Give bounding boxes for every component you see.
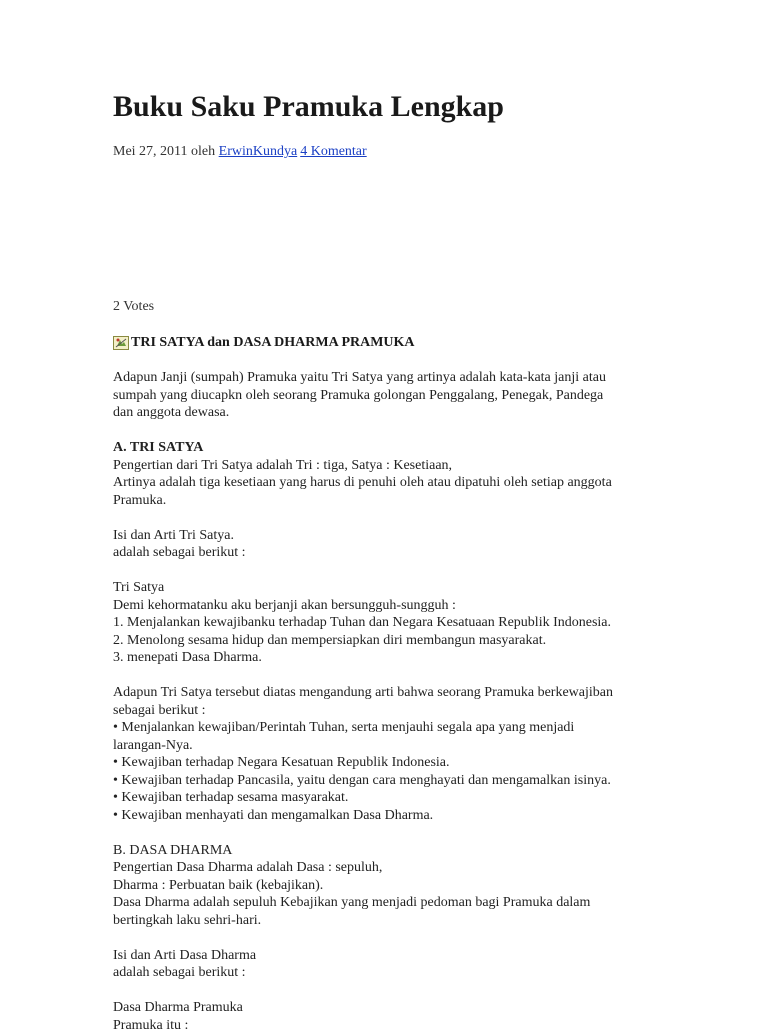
blank-line xyxy=(113,667,673,685)
author-link[interactable]: ErwinKundya xyxy=(219,144,298,159)
broken-image-icon xyxy=(113,336,129,350)
body-line: • Kewajiban terhadap Negara Kesatuan Republik Indonesia. xyxy=(113,754,673,772)
body-line: 3. menepati Dasa Dharma. xyxy=(113,649,673,667)
body-line: • Menjalankan kewajiban/Perintah Tuhan, serta menjauhi segala apa yang menjadi xyxy=(113,719,673,737)
body-line: Dasa Dharma Pramuka xyxy=(113,999,673,1017)
vote-count: 2 Votes xyxy=(113,298,154,316)
body-line: Adapun Janji (sumpah) Pramuka yaitu Tri Satya yang artinya adalah kata-kata janji atau xyxy=(113,369,673,387)
body-line: • Kewajiban terhadap Pancasila, yaitu dengan cara menghayati dan mengamalkan isinya. xyxy=(113,772,673,790)
body-line: dan anggota dewasa. xyxy=(113,404,673,422)
body-line: Pengertian dari Tri Satya adalah Tri : tiga, Satya : Kesetiaan, xyxy=(113,457,673,475)
body-line: bertingkah laku sehri-hari. xyxy=(113,912,673,930)
body-line: Pramuka itu : xyxy=(113,1017,673,1034)
blank-line xyxy=(113,422,673,440)
blank-line xyxy=(113,824,673,842)
body-line: Artinya adalah tiga kesetiaan yang harus di penuhi oleh atau dipatuhi oleh setiap anggota xyxy=(113,474,673,492)
blank-line xyxy=(113,929,673,947)
by-label: oleh xyxy=(191,144,215,159)
page-title: Buku Saku Pramuka Lengkap xyxy=(113,89,504,125)
body-line: 2. Menolong sesama hidup dan mempersiapkan diri membangun masyarakat. xyxy=(113,632,673,650)
body-line: Dasa Dharma adalah sepuluh Kebajikan yang menjadi pedoman bagi Pramuka dalam xyxy=(113,894,673,912)
body-line: Pramuka. xyxy=(113,492,673,510)
body-line: larangan-Nya. xyxy=(113,737,673,755)
blank-line xyxy=(113,562,673,580)
body-line: Isi dan Arti Tri Satya. xyxy=(113,527,673,545)
blank-line xyxy=(113,982,673,1000)
body-line: Tri Satya xyxy=(113,579,673,597)
body-line: Adapun Tri Satya tersebut diatas mengandung arti bahwa seorang Pramuka berkewajiban xyxy=(113,684,673,702)
body-line: • Kewajiban menhayati dan mengamalkan Dasa Dharma. xyxy=(113,807,673,825)
section-heading xyxy=(113,334,415,352)
article-body xyxy=(113,369,673,1034)
body-line: adalah sebagai berikut : xyxy=(113,544,673,562)
body-line: adalah sebagai berikut : xyxy=(113,964,673,982)
body-line: B. DASA DHARMA xyxy=(113,842,673,860)
body-line: A. TRI SATYA xyxy=(113,439,673,457)
body-line: Pengertian Dasa Dharma adalah Dasa : sepuluh, xyxy=(113,859,673,877)
post-date: Mei 27, 2011 xyxy=(113,144,188,159)
body-line: • Kewajiban terhadap sesama masyarakat. xyxy=(113,789,673,807)
blank-line xyxy=(113,509,673,527)
body-line: sebagai berikut : xyxy=(113,702,673,720)
body-line: 1. Menjalankan kewajibanku terhadap Tuhan dan Negara Kesatuaan Republik Indonesia. xyxy=(113,614,673,632)
comments-link[interactable]: 4 Komentar xyxy=(300,144,366,159)
body-line: Demi kehormatanku aku berjanji akan bersungguh-sungguh : xyxy=(113,597,673,615)
body-line: Dharma : Perbuatan baik (kebajikan). xyxy=(113,877,673,895)
body-line: Isi dan Arti Dasa Dharma xyxy=(113,947,673,965)
post-meta xyxy=(113,143,367,161)
section-heading-text: TRI SATYA dan DASA DHARMA PRAMUKA xyxy=(131,334,415,352)
body-line: sumpah yang diucapkn oleh seorang Pramuka golongan Penggalang, Penegak, Pandega xyxy=(113,387,673,405)
